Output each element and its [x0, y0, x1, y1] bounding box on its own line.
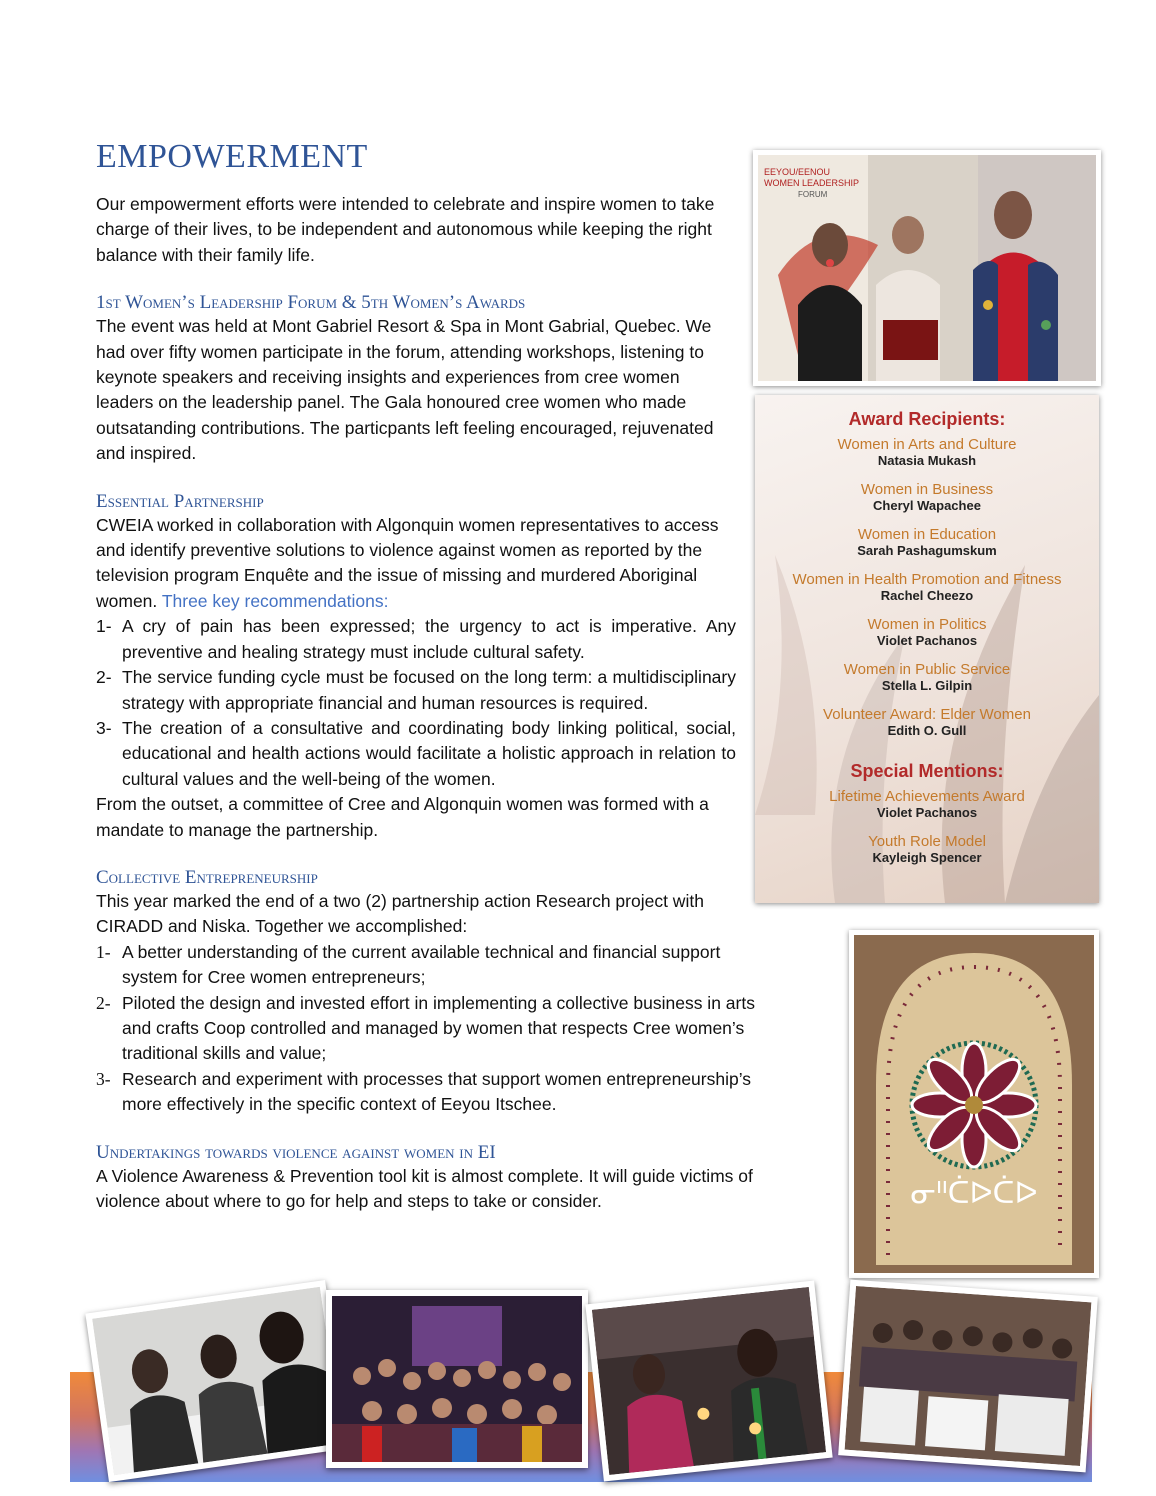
partnership-body-text: CWEIA worked in collaboration with Algonquin women representatives to access and identify preventive solutions to violence against women as reported by the television program Enquête and the issue of missing and murdered Aboriginal women. — [96, 514, 719, 611]
award-item — [755, 662, 1099, 694]
list-text: Piloted the design and invested effort in implementing a collective business in arts and crafts Coop controlled and managed by women that respects Cree women’s traditional skills and value; — [122, 992, 755, 1064]
award-category: Women in Politics — [867, 616, 987, 633]
award-recipient: Stella L. Gilpin — [881, 678, 973, 693]
bottom-photo-3 — [585, 1280, 832, 1481]
entrepreneurship-body: This year marked the end of a two (2) partnership action Research project with CIRADD and Niska. Together we accomplished: — [96, 890, 704, 937]
award-item — [755, 707, 1099, 739]
awards-heading: Award Recipients: — [848, 409, 1006, 429]
beadwork-image — [854, 935, 1094, 1273]
entrepreneurship-heading: Collective Entrepreneurship — [96, 866, 318, 888]
award-recipient: Natasia Mukash — [877, 453, 977, 468]
award-category: Women in Arts and Culture — [837, 436, 1017, 453]
forum-body: The event was held at Mont Gabriel Resort & Spa in Mont Gabrial, Quebec. We had over fifty women participate in the forum, attending workshops, listening to keynote speakers and receiving insights and experiences from cree women leaders on the leadership panel. The Gala honoured cree women who made outsatanding contributions. The particpants left feeling encouraged, rejuvenated and inspired. — [96, 316, 714, 464]
award-item — [755, 437, 1099, 469]
award-recipient: Rachel Cheezo — [880, 588, 974, 603]
award-item — [755, 572, 1099, 604]
bottom-photo-2-image — [332, 1296, 582, 1462]
forum-heading: 1st Women’s Leadership Forum & 5th Women’s Awards — [96, 292, 526, 314]
banner-line-2: WOMEN LEADERSHIP — [764, 178, 860, 188]
award-item — [755, 789, 1099, 821]
list-number: 3- — [96, 717, 112, 738]
banner-line-1: EEYOU/EENOU — [764, 167, 831, 177]
special-mentions-heading: Special Mentions: — [850, 761, 1004, 781]
beadwork-photo — [849, 930, 1099, 1278]
banner-line-3: FORUM — [798, 190, 828, 199]
list-item — [96, 614, 736, 665]
award-category: Women in Public Service — [843, 661, 1011, 678]
list-text: The service funding cycle must be focused on the long term: a multidisciplinary strategy with appropriate financial and human resources is required. — [122, 667, 736, 713]
list-text: A better understanding of the current available technical and financial support system for Cree women entrepreneurs; — [122, 941, 721, 988]
recommendations-lead: Three key recommendations: — [161, 590, 389, 611]
awards-panel — [755, 395, 1099, 903]
beadwork-syllabics: ᓂᐦᑖᐅᑖᐅ — [910, 1176, 1038, 1211]
list-item — [96, 991, 766, 1067]
bottom-photo-1-image — [92, 1287, 342, 1475]
award-category: Women in Health Promotion and Fitness — [792, 571, 1062, 588]
partnership-heading: Essential Partnership — [96, 490, 264, 512]
award-recipient: Violet Pachanos — [876, 805, 978, 820]
award-recipient: Edith O. Gull — [887, 723, 967, 738]
award-category: Youth Role Model — [868, 833, 986, 850]
page-title: EMPOWERMENT — [96, 138, 368, 175]
violence-body: A Violence Awareness & Prevention tool kit is almost complete. It will guide victims of violence about where to go for help and steps to take or consider. — [96, 1165, 753, 1211]
award-category: Volunteer Award: Elder Women — [823, 706, 1031, 723]
list-item — [96, 1067, 766, 1118]
award-recipient: Sarah Pashagumskum — [857, 543, 997, 558]
list-number: 1- — [96, 616, 112, 637]
bottom-photo-4 — [838, 1280, 1098, 1473]
bottom-photo-4-image — [845, 1286, 1092, 1466]
list-text: The creation of a consultative and coordinating body linking political, social, educational and health actions would facilitate a holistic approach in relation to cultural values and the well-being of the women. — [122, 717, 736, 789]
intro-paragraph: Our empowerment efforts were intended to celebrate and inspire women to take charge of their lives, to be independent and autonomous while keeping the right balance with their family life. — [96, 194, 715, 265]
bottom-photo-1 — [85, 1280, 348, 1482]
list-text: A cry of pain has been expressed; the urgency to act is imperative. Any preventive and healing strategy must include cultural safety. — [122, 616, 736, 662]
list-number: 1- — [96, 941, 111, 962]
violence-heading: Undertakings towards violence against women in EI — [96, 1141, 496, 1163]
forum-photo-image — [758, 155, 1096, 381]
list-number: 2- — [96, 992, 111, 1013]
award-category: Women in Business — [860, 481, 994, 498]
partnership-closing: From the outset, a committee of Cree and Algonquin women was formed with a mandate to manage the partnership. — [96, 794, 709, 840]
award-item — [755, 617, 1099, 649]
award-category: Lifetime Achievements Award — [829, 788, 1025, 805]
recommendations-list — [96, 614, 736, 792]
partnership-body — [96, 513, 736, 615]
award-category: Women in Education — [857, 526, 997, 543]
accomplishments-list — [96, 940, 766, 1118]
bottom-photo-2 — [326, 1290, 588, 1468]
forum-photo — [753, 150, 1101, 386]
bottom-photo-3-image — [592, 1287, 826, 1475]
award-item — [755, 527, 1099, 559]
main-column — [96, 138, 755, 1214]
award-recipient: Kayleigh Spencer — [872, 850, 982, 865]
list-number: 2- — [96, 667, 112, 688]
list-item — [96, 940, 766, 991]
award-recipient: Cheryl Wapachee — [873, 498, 981, 513]
award-recipient: Violet Pachanos — [876, 633, 978, 648]
list-number: 3- — [96, 1068, 111, 1089]
list-item — [96, 665, 736, 716]
list-text: Research and experiment with processes that support women entrepreneurship’s more effectively in the specific context of Eeyou Itschee. — [122, 1068, 752, 1115]
award-item — [755, 482, 1099, 514]
list-item — [96, 716, 736, 792]
award-item — [755, 834, 1099, 866]
awards-content — [755, 395, 1099, 866]
